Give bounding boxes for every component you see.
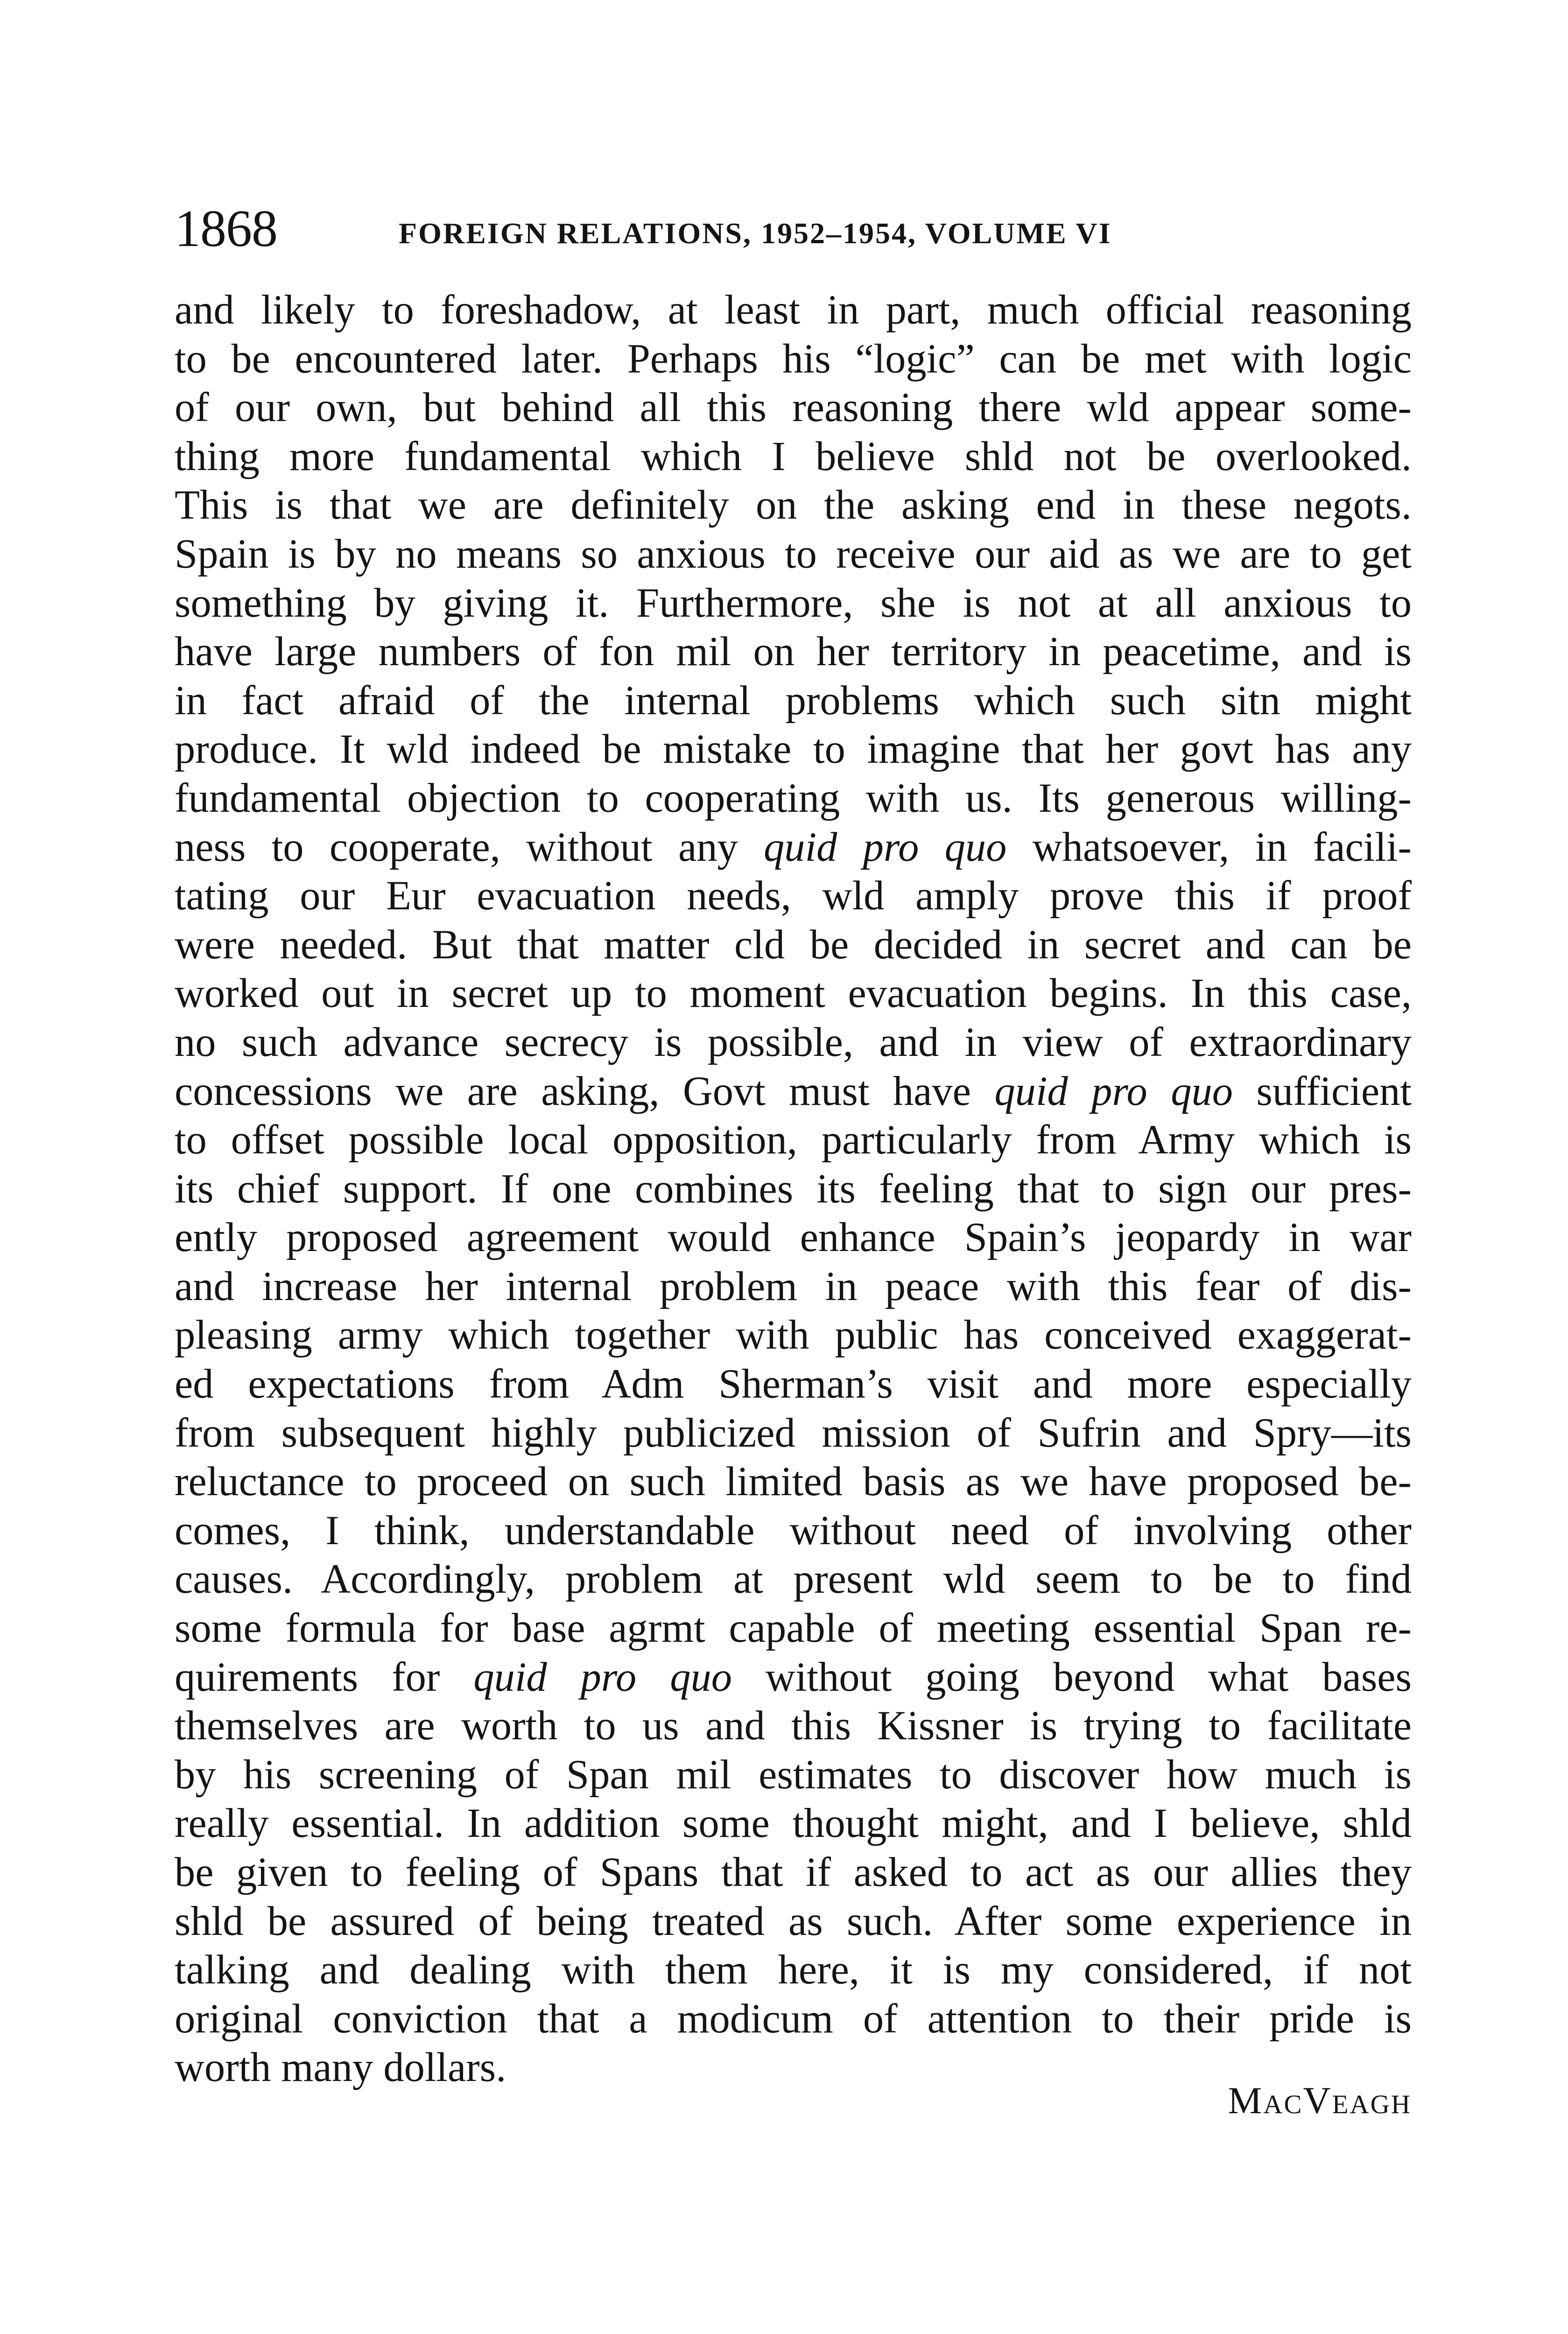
text-line: to offset possible local opposition, particularly from Army which is: [175, 1117, 1412, 1163]
text-segment: ness to cooperate, without any: [175, 824, 764, 870]
text-line: tating our Eur evacuation needs, wld amply prove this if proof: [175, 873, 1412, 919]
signature: MacVeagh: [1228, 2079, 1412, 2122]
text-segment: without going beyond what bases: [731, 1654, 1412, 1700]
text-line: from subsequent highly publicized mission of Sufrin and Spry—its: [175, 1410, 1412, 1456]
text-line: shld be assured of being treated as such. After some experience in: [175, 1898, 1412, 1944]
text-line: original conviction that a modicum of attention to their pride is: [175, 1996, 1412, 2042]
text-line: causes. Accordingly, problem at present wld seem to be to find: [175, 1556, 1412, 1603]
text-line: and increase her internal problem in peace with this fear of dis-: [175, 1263, 1412, 1309]
text-line: thing more fundamental which I believe shld not be overlooked.: [175, 433, 1412, 479]
text-line: [175, 1067, 1412, 1116]
text-segment: concessions we are asking, Govt must have: [175, 1068, 995, 1114]
text-line: were needed. But that matter cld be decided in secret and can be: [175, 921, 1412, 968]
text-line: talking and dealing with them here, it is my considered, if not: [175, 1947, 1412, 1993]
text-line: by his screening of Span mil estimates to discover how much is: [175, 1751, 1412, 1798]
running-head: [175, 196, 1412, 261]
text-line: ed expectations from Adm Sherman’s visit and more especially: [175, 1361, 1412, 1407]
text-line: some formula for base agrmt capable of meeting essential Span re-: [175, 1605, 1412, 1652]
text-line: to be encountered later. Perhaps his “logic” can be met with logic: [175, 336, 1412, 382]
text-line: something by giving it. Furthermore, she is not at all anxious to: [175, 580, 1412, 626]
text-line: worth many dollars.: [175, 2045, 506, 2091]
text-line: produce. It wld indeed be mistake to imagine that her govt has any: [175, 726, 1412, 773]
text-line: have large numbers of fon mil on her territory in peacetime, and is: [175, 629, 1412, 675]
text-segment: quirements for: [175, 1654, 474, 1700]
text-line: ently proposed agreement would enhance Spain’s jeopardy in war: [175, 1215, 1412, 1261]
italic-phrase: quid pro quo: [473, 1654, 732, 1700]
text-line: in fact afraid of the internal problems which such sitn might: [175, 677, 1412, 724]
text-line: reluctance to proceed on such limited basis as we have proposed be-: [175, 1459, 1412, 1505]
text-segment: sufficient: [1232, 1068, 1412, 1114]
text-line: worked out in secret up to moment evacuation begins. In this case,: [175, 970, 1412, 1017]
text-segment: whatsoever, in facili-: [1006, 824, 1412, 870]
text-line: of our own, but behind all this reasoning there wld appear some-: [175, 385, 1412, 431]
italic-phrase: quid pro quo: [764, 824, 1007, 870]
italic-phrase: quid pro quo: [994, 1068, 1233, 1114]
text-line: themselves are worth to us and this Kissner is trying to facilitate: [175, 1703, 1412, 1749]
text-line: be given to feeling of Spans that if asked to act as our allies they: [175, 1849, 1412, 1895]
body-paragraph: [175, 286, 1412, 2092]
text-line: fundamental objection to cooperating with us. Its generous willing-: [175, 775, 1412, 821]
text-line: This is that we are definitely on the asking end in these negots.: [175, 482, 1412, 528]
text-line: really essential. In addition some thought might, and I believe, shld: [175, 1800, 1412, 1847]
text-line: comes, I think, understandable without need of involving other: [175, 1507, 1412, 1554]
text-line: [175, 823, 1412, 872]
page-number: 1868: [175, 200, 277, 258]
text-line: no such advance secrecy is possible, and in view of extraordinary: [175, 1019, 1412, 1065]
text-line: Spain is by no means so anxious to receive our aid as we are to get: [175, 531, 1412, 577]
text-line: [175, 1653, 1412, 1702]
running-head-title: FOREIGN RELATIONS, 1952–1954, VOLUME VI: [399, 217, 1112, 250]
text-line: and likely to foreshadow, at least in part, much official reasoning: [175, 287, 1412, 333]
text-line: its chief support. If one combines its feeling that to sign our pres-: [175, 1166, 1412, 1212]
text-line: pleasing army which together with public has conceived exaggerat-: [175, 1312, 1412, 1358]
